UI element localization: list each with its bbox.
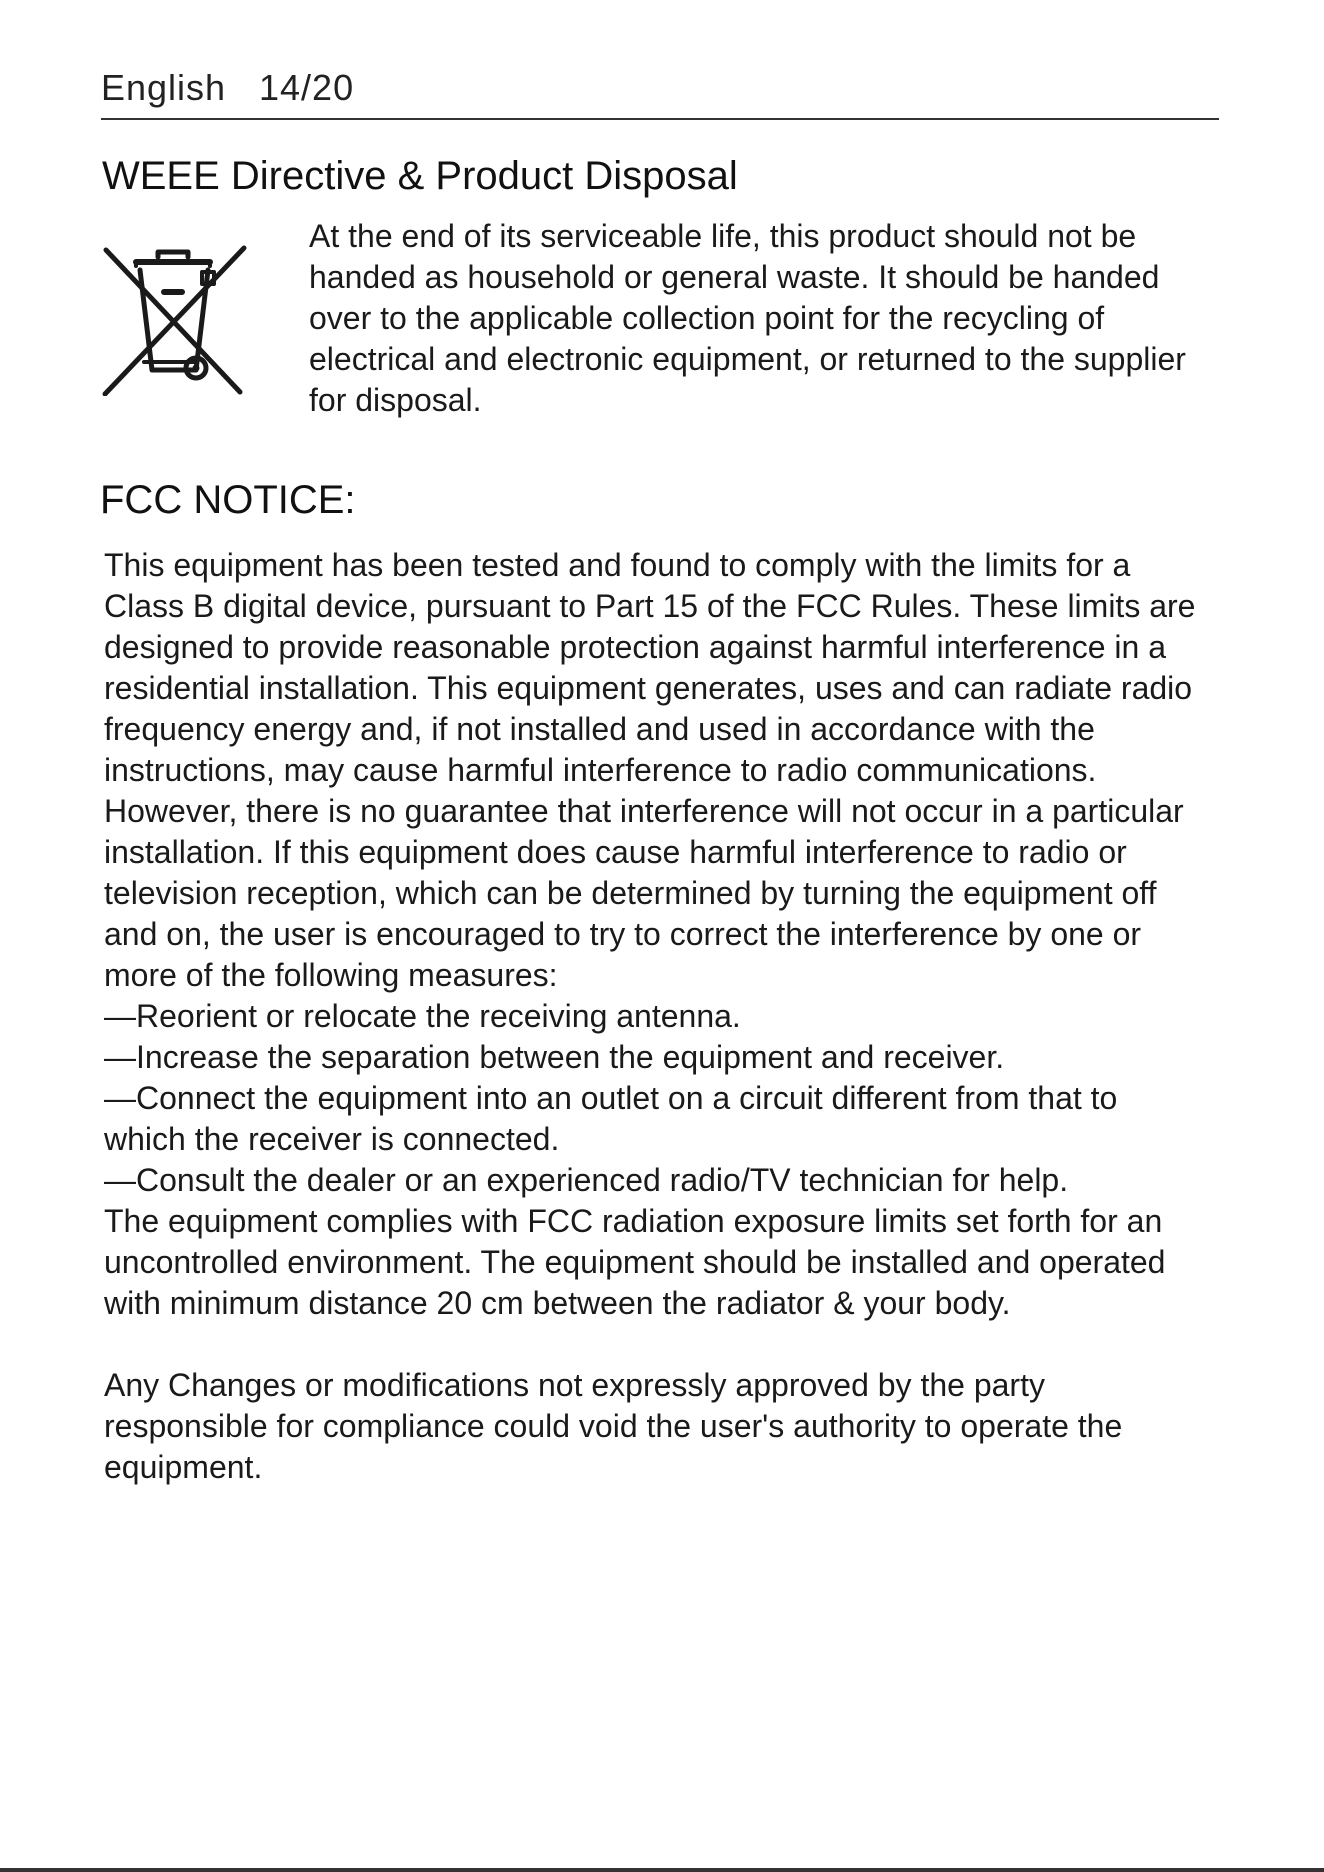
header-language: English: [101, 67, 227, 108]
fcc-modification-line: responsible for compliance could void the user's authority to operate the: [104, 1408, 1123, 1444]
page-header: [101, 62, 1219, 120]
fcc-line: This equipment has been tested and found to comply with the limits for a: [104, 547, 1131, 583]
fcc-line: designed to provide reasonable protection against harmful interference in a: [104, 629, 1166, 665]
fcc-line: installation. If this equipment does cause harmful interference to radio or: [104, 834, 1127, 870]
header-page-number: 14/20: [259, 67, 355, 108]
fcc-notice-body: [104, 545, 1234, 1488]
paragraph-spacer: [104, 1324, 1234, 1365]
fcc-line: instructions, may cause harmful interference to radio communications.: [104, 752, 1097, 788]
weee-line: At the end of its serviceable life, this product should not be: [309, 218, 1137, 254]
fcc-line: The equipment complies with FCC radiation exposure limits set forth for an: [104, 1203, 1163, 1239]
fcc-line: frequency energy and, if not installed and used in accordance with the: [104, 711, 1095, 747]
fcc-line: more of the following measures:: [104, 957, 558, 993]
fcc-measure-item: —Connect the equipment into an outlet on a circuit different from that to: [104, 1080, 1118, 1116]
weee-line: electrical and electronic equipment, or returned to the supplier: [309, 341, 1186, 377]
weee-paragraph: [309, 216, 1229, 421]
fcc-line: However, there is no guarantee that interference will not occur in a particular: [104, 793, 1184, 829]
weee-section-title: WEEE Directive & Product Disposal: [102, 154, 738, 198]
fcc-measure-item: —Consult the dealer or an experienced radio/TV technician for help.: [104, 1162, 1069, 1198]
fcc-line: Class B digital device, pursuant to Part 15 of the FCC Rules. These limits are: [104, 588, 1196, 624]
fcc-line: residential installation. This equipment generates, uses and can radiate radio: [104, 670, 1193, 706]
fcc-section-title: FCC NOTICE:: [100, 478, 356, 522]
fcc-line: and on, the user is encouraged to try to correct the interference by one or: [104, 916, 1142, 952]
fcc-modification-line: equipment.: [104, 1449, 263, 1485]
crossed-out-wheelie-bin-icon: [102, 244, 250, 396]
fcc-modification-line: Any Changes or modifications not expressly approved by the party: [104, 1367, 1045, 1403]
weee-line: handed as household or general waste. It should be handed: [309, 259, 1160, 295]
fcc-line: uncontrolled environment. The equipment should be installed and operated: [104, 1244, 1166, 1280]
weee-line: over to the applicable collection point for the recycling of: [309, 300, 1105, 336]
fcc-line: with minimum distance 20 cm between the radiator & your body.: [104, 1285, 1011, 1321]
fcc-line: which the receiver is connected.: [104, 1121, 560, 1157]
page-bottom-rule: [0, 1868, 1324, 1872]
fcc-measure-item: —Increase the separation between the equipment and receiver.: [104, 1039, 1005, 1075]
fcc-measure-item: —Reorient or relocate the receiving antenna.: [104, 998, 741, 1034]
fcc-line: television reception, which can be determined by turning the equipment off: [104, 875, 1157, 911]
weee-line: for disposal.: [309, 382, 482, 418]
